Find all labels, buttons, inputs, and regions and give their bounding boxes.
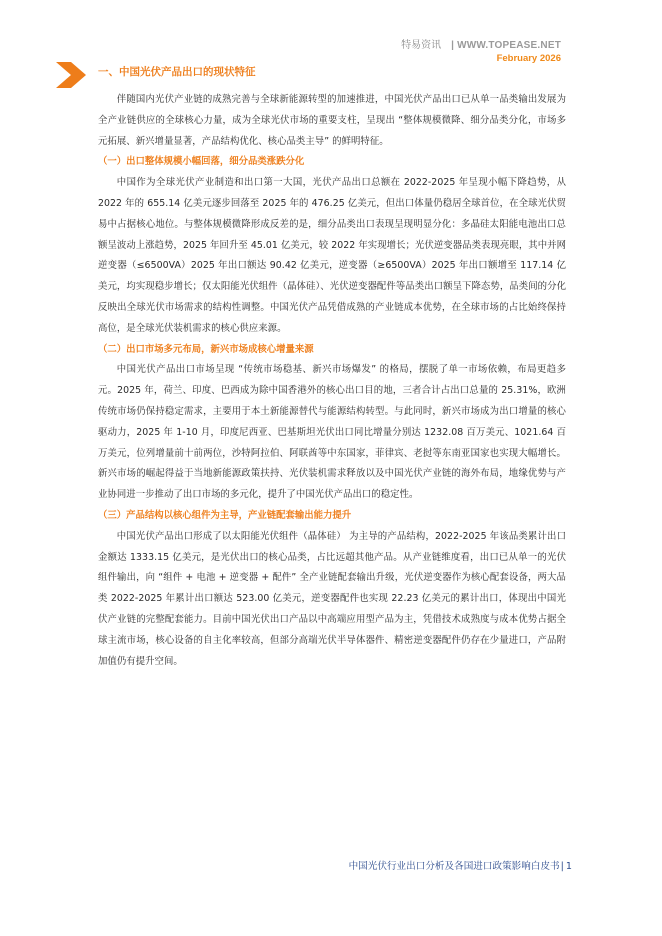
subsection-1-paragraph: 中国作为全球光伏产业制造和出口第一大国，光伏产品出口总额在 2022-2025 年呈现小幅下降趋势，从 2022 年的 655.14 亿美元逐步回落至 2025 年的 476.25 亿美元，但出口体量仍稳居全球首位，在全球光伏贸易中占据核心地位。与整体规模微降形成反差的是，细分品类出口表现呈现明显分化：多晶硅太阳能电池出口总额呈波动上涨趋势，2025 年回升至 45.01 亿美元，较 2022 年实现增长；光伏逆变器品类表现亮眼，其中并网逆变器（≤6500VA）2025 年出口额达 90.42 亿美元，逆变器（≥6500VA）2025 年出口额增至 117.14 亿美元，均实现稳步增长；仅太阳能光伏组件（晶体硅）、光伏逆变器配件等品类出口额呈下降态势，品类间的分化反映出全球光伏市场需求的结构性调整。中国光伏产品凭借成熟的产业链成本优势，在全球市场的占比始终保持高位，是全球光伏装机需求的核心供应来源。 — [98, 177, 566, 334]
subsection-3-paragraph: 中国光伏产品出口形成了以太阳能光伏组件（晶体硅） 为主导的产品结构，2022-2025 年该品类累计出口金额达 1333.15 亿美元，是光伏出口的核心品类，占比远超其他产品。从产业链维度看，出口已从单一的光伏组件输出，向 “组件 + 电池 + 逆变器 + 配件” 全产业链配套输出升级，光伏逆变器作为核心配套设备，两大品类 2022-2025 年累计出口额达 523.00 亿美元，逆变器配件也实现 22.23 亿美元的累计出口，体现出中国光伏产业链的完整配套能力。目前中国光伏出口产品以中高端应用型产品为主，凭借技术成熟度与成本优势占据全球主流市场，核心设备的自主化率较高，但部分高端光伏半导体器件、精密逆变器配件仍存在少量进口，产品附加值仍有提升空间。 — [98, 530, 566, 667]
footer-doc-title: 中国光伏行业出口分析及各国进口政策影响白皮书 — [348, 861, 560, 872]
subsection-2-paragraph: 中国光伏产品出口市场呈现 “传统市场稳基、新兴市场爆发” 的格局，摆脱了单一市场依赖，布局更趋多元。2025 年，荷兰、印度、巴西成为除中国香港外的核心出口目的地，三者合计占出口总量的 25.31%，欧洲传统市场仍保持稳定需求，主要用于本土新能源替代与能源结构转型。与此同时，新兴市场成为出口增量的核心驱动力，2025 年 1-10 月，印度尼西亚、巴基斯坦光伏出口同比增量分别达 1232.08 百万美元、1021.64 百万美元，位列增量前十前两位，沙特阿拉伯、阿联酋等中东国家，菲律宾、老挝等东南亚国家也实现大幅增长。新兴市场的崛起得益于当地新能源政策扶持、光伏装机需求释放以及中国光伏产业链的海外布局，地缘优势与产业协同进一步推动了出口市场的多元化，提升了中国光伏产品出口的稳定性。 — [98, 364, 566, 501]
main-content — [98, 62, 566, 672]
footer-separator: | — [560, 861, 564, 872]
page-number: 1 — [565, 861, 572, 872]
header-date: February 2026 — [496, 53, 561, 64]
subsection-1-title: （一）出口整体规模小幅回落，细分品类涨跌分化 — [98, 156, 305, 168]
header-source-line — [401, 36, 561, 51]
page-footer — [349, 858, 572, 872]
subsection-2-title: （二）出口市场多元布局，新兴市场成核心增量来源 — [98, 343, 314, 355]
section-title: 一、中国光伏产品出口的现状特征 — [98, 66, 256, 78]
section-intro: 伴随国内光伏产业链的成熟完善与全球新能源转型的加速推进，中国光伏产品出口已从单一品类输出发展为全产业链供应的全球核心力量，成为全球光伏市场的重要支柱，呈现出 “整体规模微降、细分品类分化，市场多元拓展、新兴增量显著，产品结构优化、核心品类主导” 的鲜明特征。 — [98, 94, 566, 147]
orange-chevron-icon — [56, 62, 96, 88]
subsection-3-title: （三）产品结构以核心组件为主导，产业链配套输出能力提升 — [98, 509, 352, 521]
header-site: | WWW.TOPEASE.NET — [451, 40, 561, 51]
page-header — [401, 36, 561, 64]
header-source: 特易资讯 — [401, 40, 442, 51]
